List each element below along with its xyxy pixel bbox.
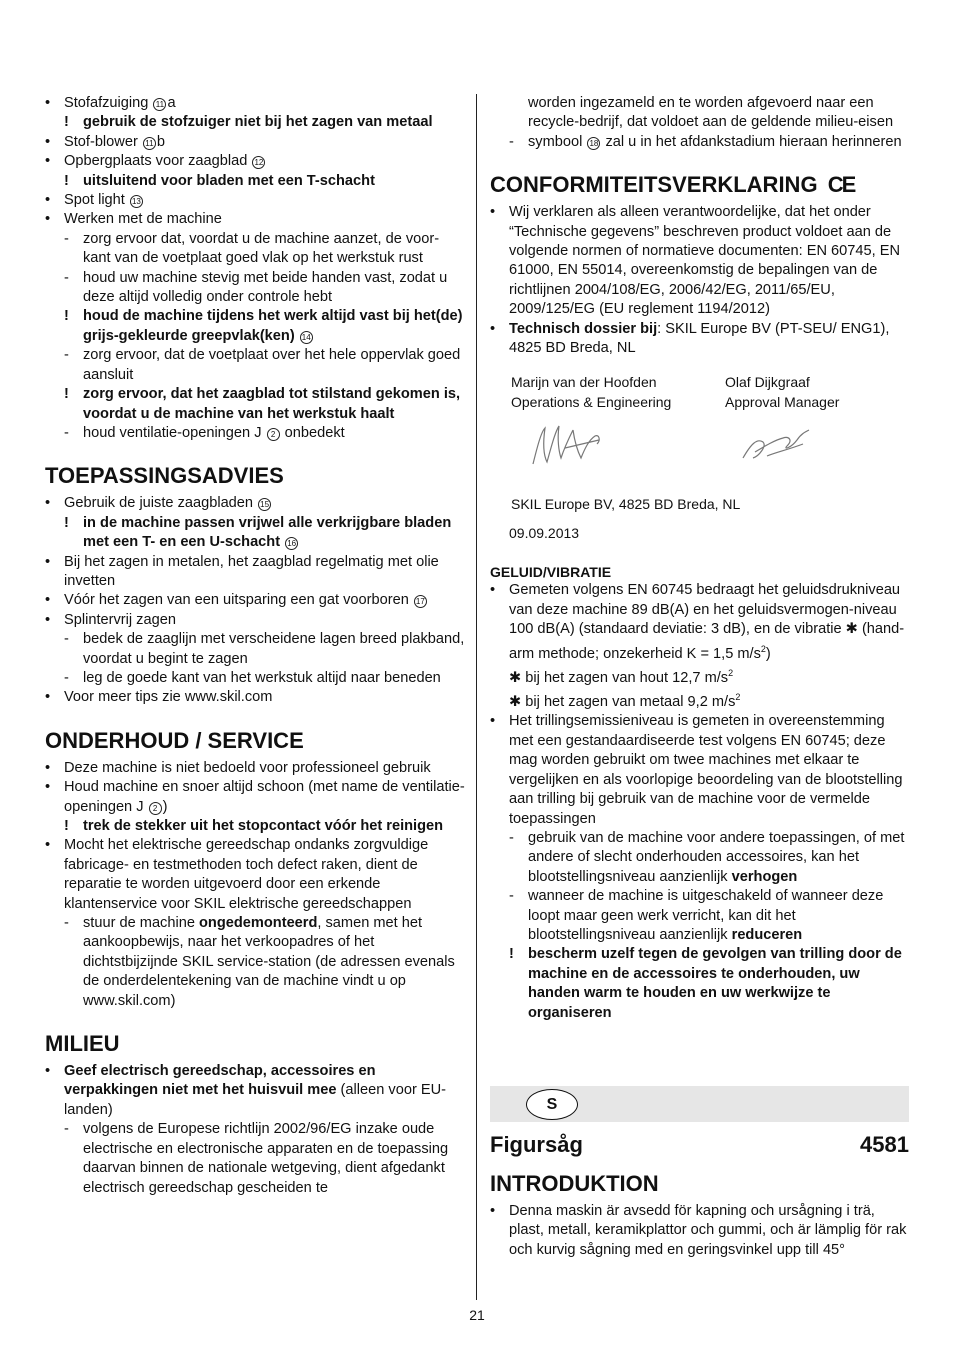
text-run: wanneer de machine is uitgeschakeld of wanneer deze loopt maar geen werk verricht, kan dit het blootstellingsniveau aanzienlijk [528, 888, 884, 943]
text-run: zorg ervoor, dat de voetplaat over het hele oppervlak goed aansluit [83, 347, 461, 383]
dash-marker: - [64, 669, 69, 686]
text-run: Voor meer tips zie www.skil.com [64, 689, 273, 706]
list-item [45, 1062, 465, 1120]
text-run: bedek de zaaglijn met verscheidene lagen breed plakband, voordat u begint te zagen [83, 631, 465, 667]
bullet-marker: • [45, 153, 51, 170]
bullet-marker: • [45, 133, 51, 150]
warning-marker: ! [509, 946, 514, 963]
list-item [45, 553, 465, 592]
callout-number: 13 [130, 195, 143, 208]
toepassing-list [45, 494, 465, 707]
text-run: ✱ bij het zagen van metaal 9,2 m/s [509, 694, 736, 711]
text-run: ) [765, 645, 771, 662]
list-item [490, 203, 910, 319]
text-run: Wij verklaren als alleen verantwoordelijke, dat het onder “Technische gegevens” beschreven product voldoet aan de volgende normen of normatieve documenten: EN 60745, EN 61000, EN 55014, overeenkomstig de bepalingen van de richtlijnen 2004/108/EG, 2006/42/EG, 2011/65/EU, 2009/125/EG (EU reglement 1194/2012) [509, 204, 901, 318]
text-run: b [156, 133, 165, 150]
text-run: symbool [528, 133, 587, 150]
dash-marker: - [509, 829, 514, 846]
geluid-list [490, 581, 910, 1023]
bullet-marker: • [490, 582, 496, 599]
text-run: onbedekt [280, 424, 345, 441]
text-run: Vóór het zagen van een uitsparing een gat voorboren [64, 592, 413, 609]
language-bar [490, 1086, 909, 1122]
bullet-marker: • [45, 611, 51, 628]
text-run: Denna maskin är avsedd för kapning och ursågning i trä, plast, metall, keramikplattor och gummi, och är lämplig för rak och kurvig sågning med en geringsvinkel upp till 45° [509, 1203, 907, 1258]
text-run: Stof-blower [64, 133, 142, 150]
milieu-continuation-list [490, 94, 910, 152]
text-run: Gemeten volgens EN 60745 bedraagt het geluidsdrukniveau van deze machine 89 dB(A) en het geluidsvermogen-niveau 100 dB(A) (standaard deviatie: 3 dB), en de vibratie ✱ (hand-arm methode; onzekerheid K = 1,5 m/s [509, 582, 905, 662]
warning-marker: ! [64, 308, 69, 325]
column-divider [476, 94, 477, 1300]
bullet-marker: • [45, 495, 51, 512]
sig1-role: Operations & Engineering [511, 394, 672, 411]
text-run: leg de goede kant van het werkstuk altijd naar beneden [83, 669, 441, 686]
onderhoud-list [45, 759, 465, 1011]
dash-marker: - [64, 1121, 69, 1138]
right-column [490, 94, 910, 1023]
list-item [45, 424, 465, 443]
warning-marker: ! [64, 172, 69, 189]
text-run: Splintervrij zagen [64, 611, 176, 628]
list-item [45, 210, 465, 229]
dash-marker: - [64, 269, 69, 286]
list-item [490, 320, 910, 359]
product-header [490, 1132, 909, 1158]
heading-geluid: GELUID/VIBRATIE [490, 564, 612, 581]
bullet-marker: • [45, 689, 51, 706]
bullet-marker: • [45, 779, 51, 796]
language-badge: S [526, 1089, 578, 1120]
text-run: ongedemonteerd [199, 915, 318, 932]
callout-number: 11 [153, 98, 166, 111]
bullet-marker: • [45, 759, 51, 776]
product-number: 4581 [860, 1132, 909, 1157]
callout-number: 11 [143, 137, 156, 150]
list-item [45, 836, 465, 914]
text-run: zorg ervoor dat, voordat u de machine aanzet, de voor-kant van de voetplaat goed vlak op het werkstuk rust [83, 230, 440, 267]
company-address: SKIL Europe BV, 4825 BD Breda, NL [511, 496, 741, 513]
list-item [45, 94, 465, 113]
text-run: Technisch dossier bij [509, 320, 658, 337]
list-item [45, 1120, 465, 1198]
text-run: Bij het zagen in metalen, het zaagblad regelmatig met olie invetten [64, 553, 439, 589]
list-item [45, 514, 465, 553]
list-item [45, 611, 465, 630]
text-run: Deze machine is niet bedoeld voor professioneel gebruik [64, 759, 431, 776]
list-item [490, 829, 910, 887]
left-column [45, 94, 465, 1198]
list-item [490, 664, 910, 688]
text-run: houd de machine tijdens het werk altijd vast bij het(de) grijs-gekleurde greepvlak(ken) [83, 308, 463, 344]
sig2-role: Approval Manager [725, 394, 840, 411]
callout-number: 16 [285, 537, 298, 550]
text-run: : SKIL Europe BV (PT-SEU/ ENG1), 4825 BD Breda, NL [509, 320, 890, 357]
dash-marker: - [64, 347, 69, 364]
list-item [45, 759, 465, 778]
text-run: gebruik de stofzuiger niet bij het zagen van metaal [83, 114, 433, 131]
bullet-marker: • [45, 837, 51, 854]
text-run: zorg ervoor, dat het zaagblad tot stilstand gekomen is, voordat u de machine van het werkstuk haalt [83, 386, 461, 422]
callout-number: 15 [258, 498, 271, 511]
callout-number: 2 [267, 428, 280, 441]
text-run: Stofafzuiging [64, 95, 153, 111]
text-run: uitsluitend voor bladen met een T-schacht [83, 172, 375, 189]
list-item [490, 1202, 910, 1260]
list-item [45, 778, 465, 817]
superscript: 2 [728, 667, 734, 678]
text-run: trek de stekker uit het stopcontact vóór het reinigen [83, 818, 444, 834]
heading-onderhoud: ONDERHOUD / SERVICE [45, 727, 304, 753]
list-item [490, 712, 910, 828]
bullet-marker: • [490, 320, 496, 337]
list-item [45, 230, 465, 269]
dash-marker: - [64, 631, 69, 648]
list-item [45, 133, 465, 152]
callout-number: 12 [252, 156, 265, 169]
text-run: Mocht het elektrische gereedschap ondanks zorgvuldige fabricage- en testmethoden toch defect raken, dient de reparatie te worden uitgevoerd door een erkende klantenservice voor SKIL elektrische gereedschappen [64, 837, 429, 912]
list-item [45, 669, 465, 688]
intro-list [490, 1202, 910, 1260]
bullet-marker: • [490, 713, 496, 730]
list-item [490, 887, 910, 945]
superscript: 2 [735, 692, 741, 703]
list-item [45, 817, 465, 836]
list-item [45, 269, 465, 308]
warning-marker: ! [64, 114, 69, 131]
superscript: 2 [760, 643, 766, 654]
text-run: zal u in het afdankstadium hieraan herinneren [601, 133, 902, 150]
list-item [490, 581, 910, 663]
bullet-marker: • [45, 95, 51, 111]
text-run: a [167, 95, 176, 111]
signature-block [490, 372, 910, 543]
text-run: (alleen voor EU-landen) [64, 1082, 446, 1118]
list-item [490, 945, 910, 1023]
intro-section [490, 1171, 910, 1260]
text-run: Het trillingsemissieniveau is gemeten in overeenstemming met een gestandaardiseerde test volgens EN 60745; deze mag worden gebruikt om twee machines met elkaar te vergelijken en als voorlopige beoordeling van de blootstelling aan trilling bij gebruik van de machine voor de vermelde toepassingen [509, 713, 903, 827]
dash-marker: - [64, 230, 69, 247]
text-run: worden ingezameld en te worden afgevoerd naar een recycle-bedrijf, dat voldoet aan de geldende milieu-eisen [528, 95, 894, 131]
list-item [45, 152, 465, 171]
heading-toepassingsadvies: TOEPASSINGSADVIES [45, 463, 284, 489]
bullet-marker: • [45, 1063, 51, 1080]
signature-1-image [529, 418, 609, 470]
bullet-marker: • [45, 553, 51, 570]
text-run: Werken met de machine [64, 211, 222, 228]
warning-marker: ! [64, 818, 69, 834]
list-item [45, 307, 465, 346]
text-run: reduceren [731, 926, 803, 943]
ce-mark: CE [827, 172, 855, 198]
text-run: ) [162, 798, 168, 815]
list-item [45, 494, 465, 513]
text-run: houd ventilatie-openingen J [83, 424, 266, 441]
milieu-list [45, 1062, 465, 1198]
warning-marker: ! [64, 514, 69, 531]
dash-marker: - [64, 424, 69, 441]
heading-conformiteit [490, 172, 910, 198]
text-run: stuur de machine [83, 915, 200, 932]
text-run: Geef electrisch gereedschap, accessoires en verpakkingen niet met het huisvuil mee [64, 1063, 376, 1099]
declaration-date: 09.09.2013 [509, 525, 580, 542]
dash-marker: - [509, 133, 514, 150]
heading-milieu: MILIEU [45, 1031, 120, 1057]
callout-number: 14 [300, 331, 313, 344]
callout-number: 18 [587, 137, 600, 150]
bullet-marker: • [45, 211, 51, 228]
text-run: Gebruik de juiste zaagbladen [64, 495, 258, 512]
heading-introduktion: INTRODUKTION [490, 1171, 659, 1196]
dash-marker: - [64, 915, 69, 932]
callout-number: 17 [414, 595, 427, 608]
list-item [45, 591, 465, 610]
text-run: Houd machine en snoer altijd schoon (met name de ventilatie-openingen J [64, 779, 465, 815]
text-run: verhogen [731, 868, 798, 885]
text-run: bescherm uzelf tegen de gevolgen van trilling door de machine en de accessoires te onderhouden, uw handen warm te houden en uw werkwijze te organiseren [528, 946, 902, 1021]
bullet-marker: • [490, 1203, 496, 1219]
list-item [45, 385, 465, 424]
list-item [45, 914, 465, 1011]
list-item [45, 688, 465, 707]
list-item [45, 172, 465, 191]
usage-list [45, 94, 465, 443]
sig1-name: Marijn van der Hoofden [511, 374, 657, 391]
text-run: ✱ bij het zagen van hout 12,7 m/s [509, 669, 729, 686]
conformity-heading-text: CONFORMITEITSVERKLARING [490, 172, 818, 198]
text-run: , samen met het aankoopbewijs, naar het verkoopadres of het dichtstbijzijnde SKIL service-station (de adressen evenals de onderdelentekening van de machine vindt u op www.skil.com) [83, 915, 455, 1009]
list-item [45, 191, 465, 210]
list-item [45, 113, 465, 132]
list-item [45, 630, 465, 669]
list-item [490, 133, 910, 152]
conformity-list [490, 203, 910, 358]
sig2-name: Olaf Dijkgraaf [725, 374, 810, 391]
product-title: Figursåg [490, 1132, 583, 1157]
callout-number: 2 [149, 802, 162, 815]
text-run: gebruik van de machine voor andere toepassingen, of met andere of slecht onderhouden accessoires, kan het blootstellingsniveau aanzienlijk [528, 829, 905, 885]
text-run: volgens de Europese richtlijn 2002/96/EG inzake oude electrische en electronische apparaten en de toepassing daarvan binnen de nationale wetgeving, dient afgedankt electrisch gereedschap gescheiden te [83, 1121, 449, 1196]
signature-2-image [737, 422, 817, 468]
text-run: houd uw machine stevig met beide handen vast, zodat u deze altijd volledig onder controle hebt [83, 269, 448, 306]
text-run: Spot light [64, 192, 129, 209]
text-run: Opbergplaats voor zaagblad [64, 153, 252, 170]
bullet-marker: • [45, 192, 51, 209]
dash-marker: - [509, 888, 514, 905]
list-item [490, 688, 910, 712]
bullet-marker: • [45, 592, 51, 609]
page-number: 21 [469, 1307, 485, 1323]
list-item [45, 346, 465, 385]
bullet-marker: • [490, 204, 496, 221]
text-run: in de machine passen vrijwel alle verkrijgbare bladen met een T- en een U-schacht [83, 514, 452, 551]
list-item [490, 94, 910, 133]
warning-marker: ! [64, 386, 69, 403]
